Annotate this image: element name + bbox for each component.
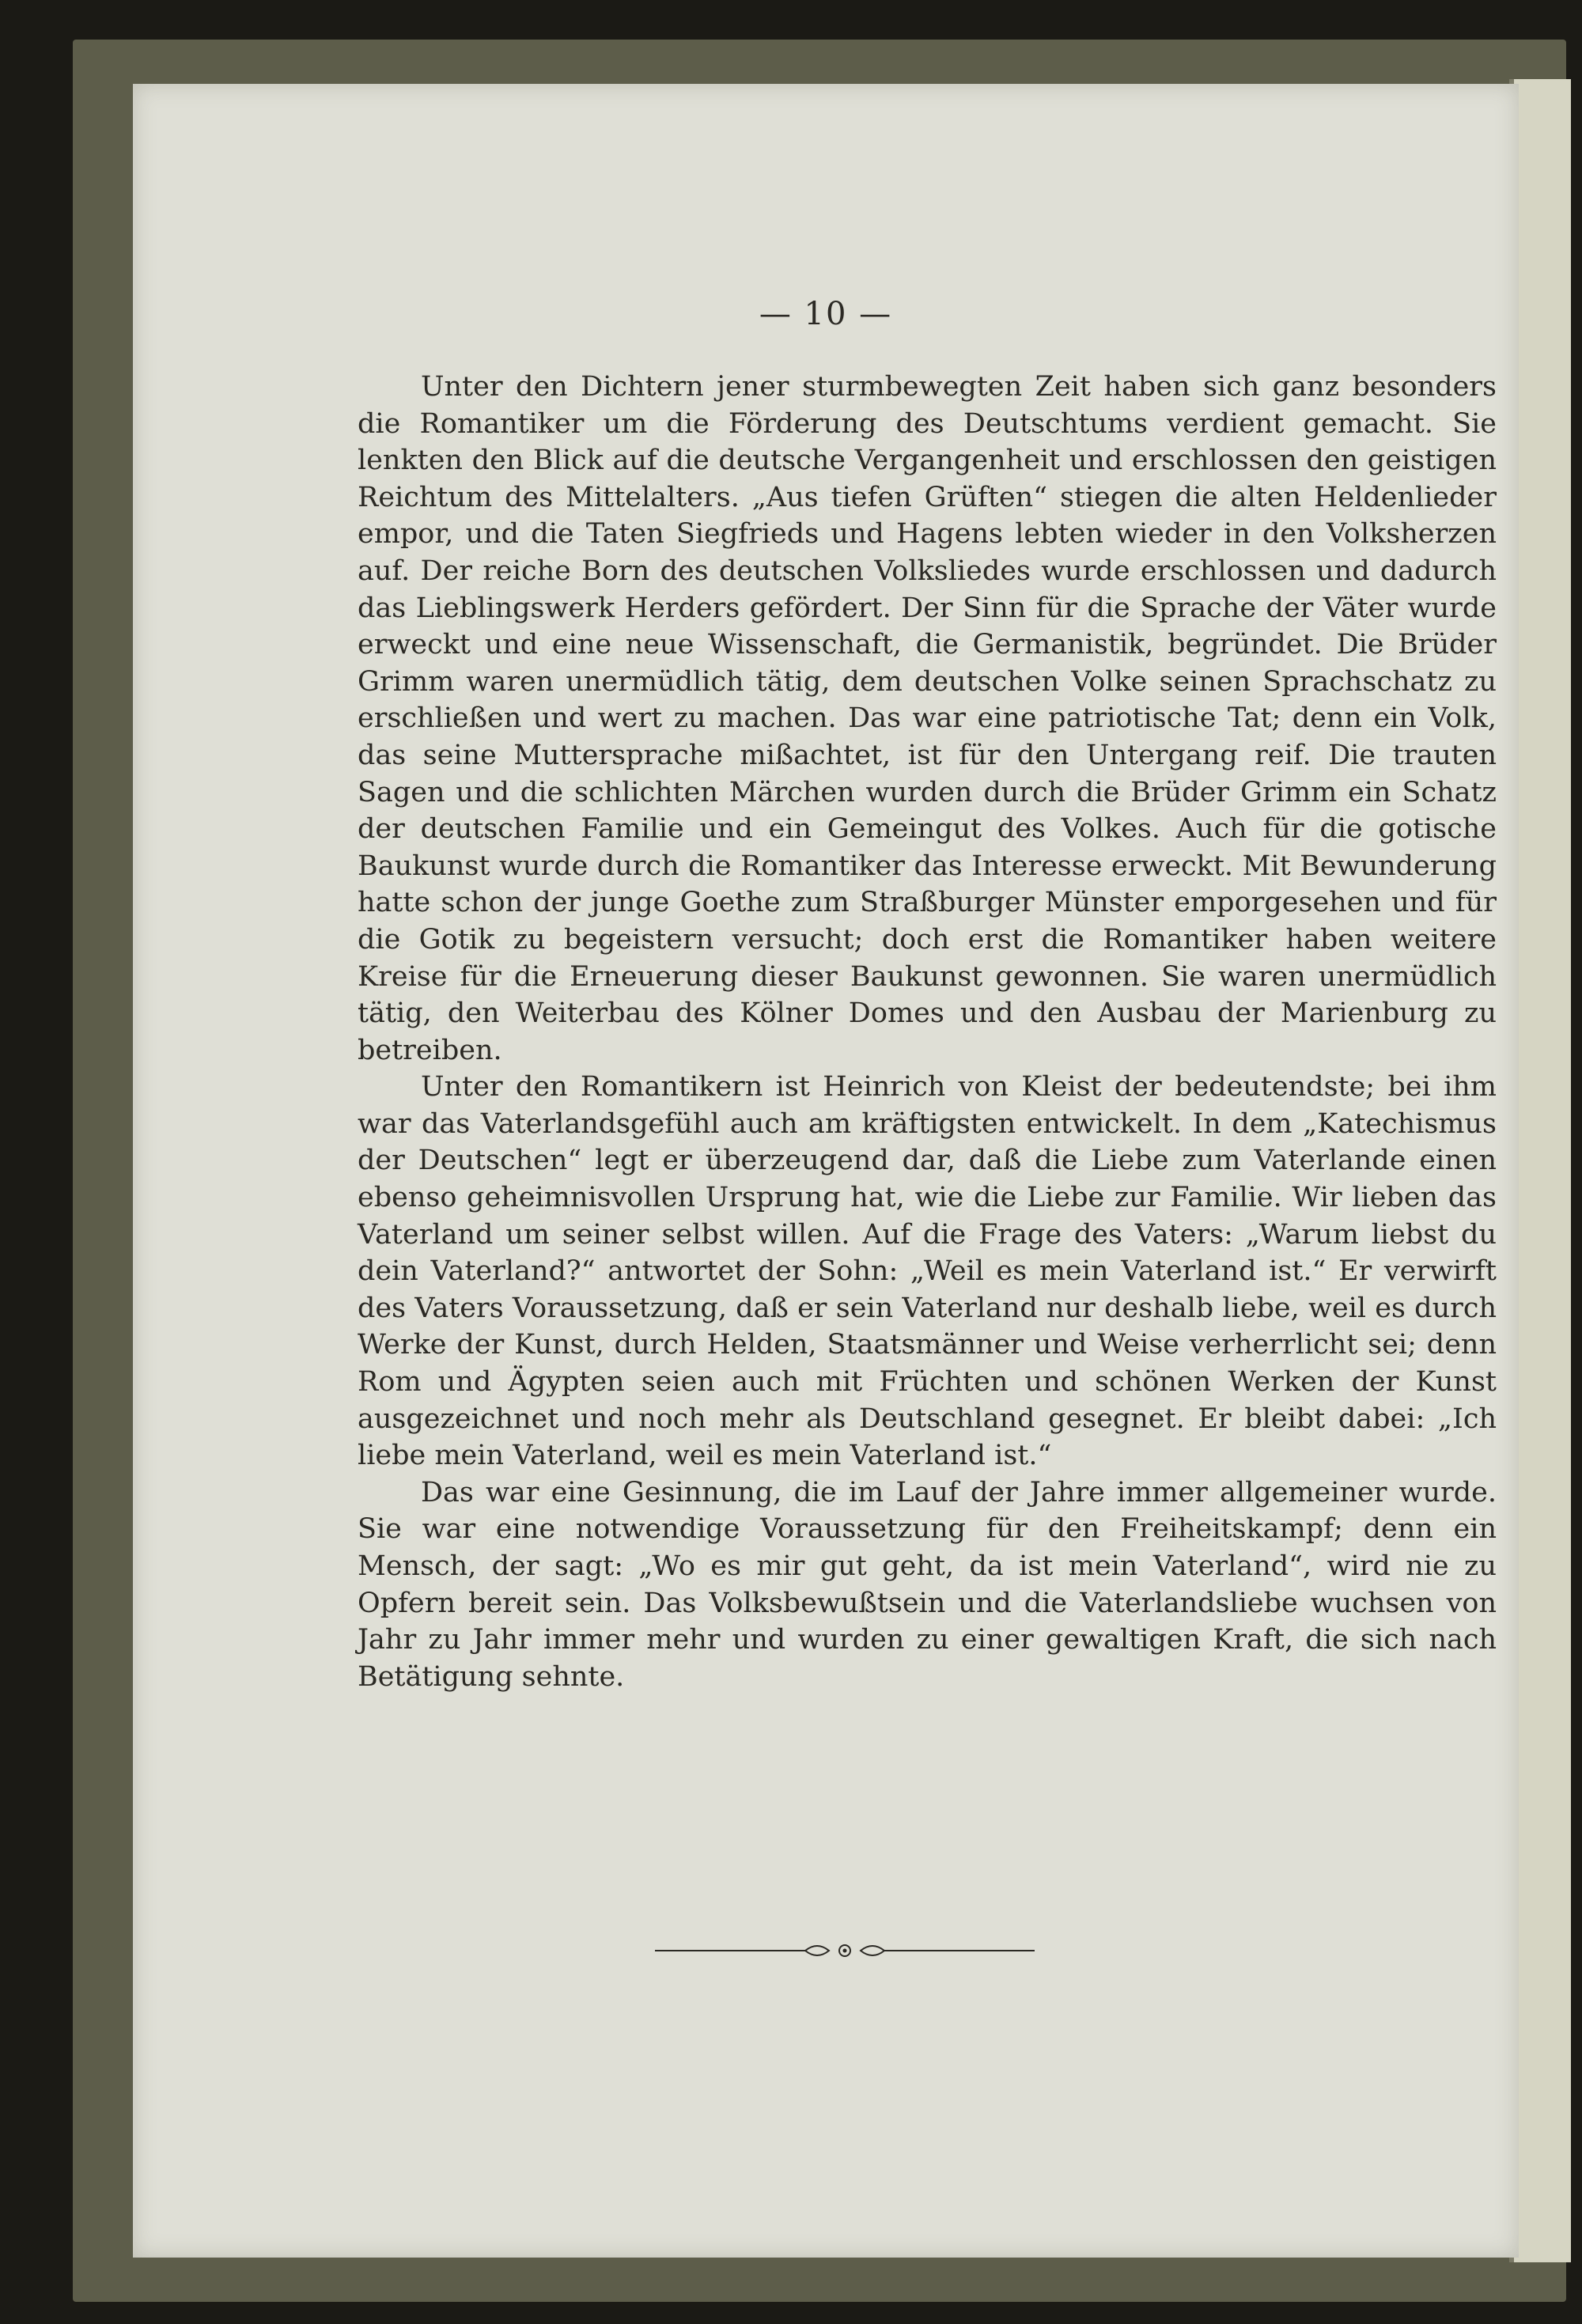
paragraph-gesinnung: Das war eine Gesinnung, die im Lauf der Jahre immer allgemeiner wurde. Sie war eine notwendige Voraussetzung für den Freiheitskampf; denn ein Mensch, der sagt: „Wo es mir gut geht, da ist mein Vaterland“, wird nie zu Opfern bereit sein. Das Volksbewußtsein und die Vaterlandsliebe wuchsen von Jahr zu Jahr immer mehr und wurden zu einer gewaltigen Kraft, die sich nach Betätigung sehnte.: [358, 1476, 1497, 1693]
body-text: [358, 369, 1497, 1695]
paragraph-romantiker: Unter den Dichtern jener sturmbewegten Zeit haben sich ganz besonders die Romantiker um die Förderung des Deutschtums verdient gemacht. Sie lenkten den Blick auf die deutsche Vergangenheit und erschlossen den geistigen Reichtum des Mittelalters. „Aus tiefen Grüften“ stiegen die alten Heldenlieder empor, und die Taten Siegfrieds und Hagens lebten wieder in den Volksherzen auf. Der reiche Born des deutschen Volksliedes wurde erschlossen und dadurch das Lieblingswerk Herders gefördert. Der Sinn für die Sprache der Väter wurde erweckt und eine neue Wissenschaft, die Germanistik, begründet. Die Brüder Grimm waren unermüdlich tätig, dem deutschen Volke seinen Sprachschatz zu erschließen und wert zu machen. Das war eine patriotische Tat; denn ein Volk, das seine Muttersprache mißachtet, ist für den Untergang reif. Die trauten Sagen und die schlichten Märchen wurden durch die Brüder Grimm ein Schatz der deutschen Familie und ein Gemeingut des Volkes. Auch für die gotische Baukunst wurde durch die Romantiker das Interesse erweckt. Mit Bewunderung hatte schon der junge Goethe zum Straßburger Münster emporgesehen und für die Gotik zu begeistern versucht; doch erst die Romantiker haben weitere Kreise für die Erneuerung dieser Baukunst gewonnen. Sie waren unermüdlich tätig, den Weiterbau des Kölner Domes und den Ausbau der Marienburg zu betreiben.: [358, 371, 1497, 1066]
page-number: — 10 —: [759, 296, 893, 332]
book-page: [133, 84, 1519, 2258]
end-ornament-icon: [655, 1935, 1035, 1966]
paragraph-kleist: Unter den Romantikern ist Heinrich von Kleist der bedeutendste; bei ihm war das Vaterlandsgefühl auch am kräftigsten entwickelt. In dem „Katechismus der Deutschen“ legt er überzeugend dar, daß die Liebe zum Vaterlande einen ebenso geheimnisvollen Ursprung hat, wie die Liebe zur Familie. Wir lieben das Vaterland um seiner selbst willen. Auf die Frage des Vaters: „Warum liebst du dein Vaterland?“ antwortet der Sohn: „Weil es mein Vaterland ist.“ Er verwirft des Vaters Voraussetzung, daß er sein Vaterland nur deshalb liebe, weil es durch Werke der Kunst, durch Helden, Staatsmänner und Weise verherrlicht sei; denn Rom und Ägypten seien auch mit Früchten und schönen Werken der Kunst ausgezeichnet und noch mehr als Deutschland gesegnet. Er bleibt dabei: „Ich liebe mein Vaterland, weil es mein Vaterland ist.“: [358, 1071, 1497, 1472]
